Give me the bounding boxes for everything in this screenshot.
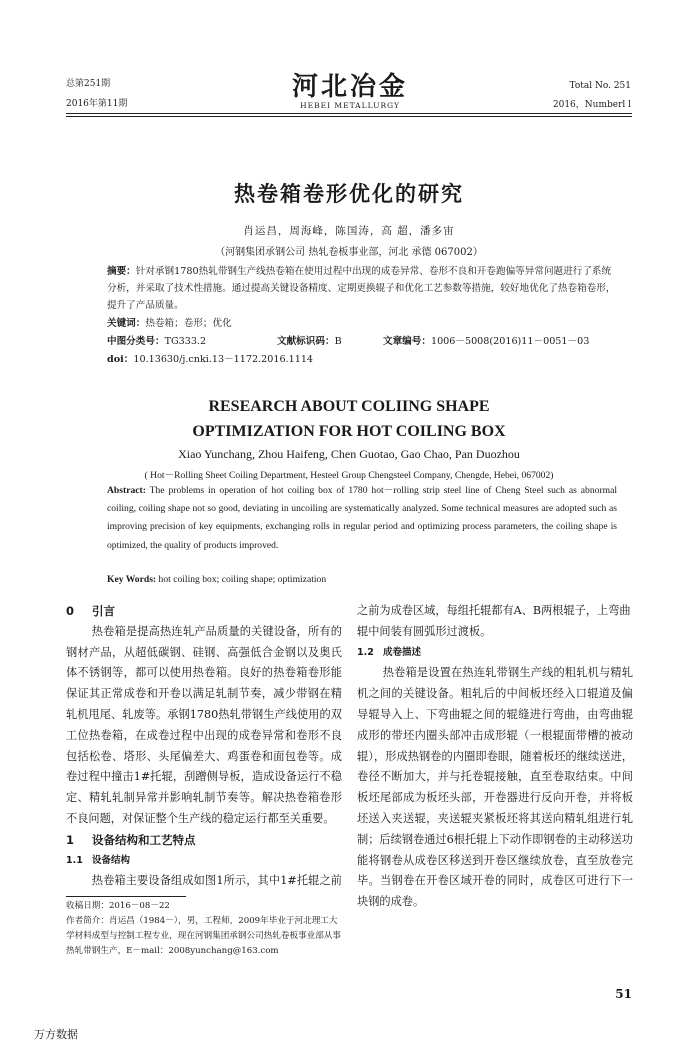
subsection-1-2-heading	[357, 643, 633, 664]
doi-value: 10.13630/j.cnki.13－1172.2016.1114	[133, 354, 314, 365]
section-1-number: 1	[66, 832, 75, 847]
issue-number-cn: 2016年第11期	[66, 99, 128, 109]
paper-title-en-line2: OPTIMIZATION FOR HOT COILING BOX	[192, 423, 506, 440]
abstract-text-cn: 针对承钢1780热轧带钢生产线热卷箱在使用过程中出现的成卷异常、卷形不良和开卷跑偏等异常问题进行了系统分析，并采取了技术性措施。通过提高关键设备精度、定期更换辊子和优化工艺参数等措施，较好地优化了热卷箱卷形，提升了产品质量。	[107, 266, 616, 311]
page-number: 51	[615, 987, 632, 1001]
section-0-paragraph: 热卷箱是提高热连轧产品质量的关键设备，所有的钢材产品，从超低碳钢、硅钢、高强低合金钢以及奥氏体不锈钢等，都可以使用热卷箱。良好的热卷箱卷形能保证其正常成卷和开卷以满足轧制节奏，减少带钢在精轧机甩尾、轧废等。承钢1780热轧带钢生产线使用的双工位热卷箱，在成卷过程中出现的成卷异常和卷形不良包括松卷、塔形、头尾偏差大、鸡蛋卷和面包卷等。成卷过程中撞击1#托辊，刮蹭侧导板，造成设备运行不稳定、精轧轧制异常并影响轧制节奏等。解决热卷箱卷形不良问题，对保证整个生产线的稳定运行都至关重要。	[66, 624, 342, 825]
footnote-rule	[66, 896, 186, 897]
author-bio: 作者简介：肖运昌（1984－），男，工程师，2009年毕业于河北理工大学材料成型与控制工程专业，现在河钢集团承钢公司热轧卷板事业部从事热轧带钢生产，E－mail：2008yunchang@163.com	[66, 916, 342, 956]
subsection-1-1-continued: 之前为成卷区域，每组托辊都有A、B两根辊子，上弯曲辊中间装有圆弧形过渡板。	[357, 604, 631, 638]
subsection-1-2-paragraph: 热卷箱是设置在热连轧带钢生产线的粗轧机与精轧机之间的关键设备。粗轧后的中间板坯经入口辊道及偏导辊导入上、下弯曲辊之间的辊缝进行弯曲，由弯曲辊成形的带坯内圈头部冲击成形辊（一根辊面带槽的被动辊），形成热钢卷的内圈即卷眼，随着板坯的继续送进，卷径不断加大，并与托卷辊接触，直至卷取结束。中间板坯尾部成为板坯头部，开卷器进行反向开卷，并将板坯送入夹送辊，夹送辊夹紧板坯将其送向精轧组进行轧制；后续钢卷通过6根托辊上下动作即钢卷的主动移送功能将钢卷从成卷区移送到开卷区继续放卷，直至放卷完毕。当钢卷在开卷区域开卷的同时，成卷区可进行下一块钢的成卷。	[357, 666, 633, 909]
subsection-1-2-number: 1.2	[357, 646, 374, 658]
document-code	[277, 333, 342, 350]
clc-label: 中图分类号：	[107, 336, 165, 347]
issue-number-en: 2016，Numberl l	[552, 100, 631, 110]
footnote	[66, 899, 342, 959]
subsection-1-1-number: 1.1	[66, 854, 83, 866]
articleno-label: 文章编号：	[383, 336, 431, 347]
doccode-value: B	[334, 336, 342, 347]
keywords-text-cn: 热卷箱；卷形；优化	[145, 318, 232, 329]
abstract-text-en: The problems in operation of hot coiling box of 1780 hot－rolling strip steel line of Cheng Steel such as abnormal coiling, coiling shape not so good, deviating in uncoiling are systematically analyzed. Some technical measures are adopted such as improving precision of key equipments, exchanging rolls in regular period and optimizing process parameters, the coiling shape is optimized, the quality of products improved.	[107, 485, 617, 551]
subsection-1-1-title: 设备结构	[92, 854, 131, 866]
section-0-number: 0	[66, 604, 75, 618]
keywords-label-cn: 关键词：	[107, 318, 146, 329]
abstract-en	[107, 482, 617, 555]
keywords-cn	[107, 315, 617, 332]
abstract-label-cn: 摘要：	[107, 266, 136, 277]
keywords-label-en: Key Words:	[107, 574, 157, 585]
clc-number	[107, 333, 206, 350]
paper-title-cn: 热卷箱卷形优化的研究	[234, 182, 464, 206]
keywords-en	[107, 574, 617, 585]
received-date: 收稿日期：2016－08－22	[66, 901, 170, 911]
doi-label: doi：	[107, 354, 134, 365]
journal-logo: 河北冶金	[291, 72, 408, 102]
section-0-heading	[66, 601, 342, 622]
clc-value: TG333.2	[164, 336, 207, 347]
header-rule-thin	[66, 116, 632, 117]
paper-title-en-line1: RESEARCH ABOUT COLIING SHAPE	[208, 398, 490, 415]
section-1-heading	[66, 830, 342, 851]
subsection-1-2-title: 成卷描述	[383, 646, 422, 658]
articleno-value: 1006－5008(2016)11－0051－03	[430, 336, 590, 347]
abstract-cn	[107, 263, 617, 314]
doi	[107, 351, 313, 368]
database-watermark: 万方数据	[34, 1028, 78, 1041]
right-column	[357, 601, 633, 913]
section-0-title: 引言	[92, 604, 115, 618]
affiliation-cn: （河钢集团承钢公司 热轧卷板事业部，河北 承德 067002）	[215, 247, 483, 258]
authors-cn: 肖运昌，周海峰，陈国涛，高 超，潘多宙	[243, 225, 455, 237]
header-rule	[66, 113, 632, 114]
doccode-label: 文献标识码：	[277, 336, 335, 347]
abstract-label-en: Abstract:	[107, 485, 146, 496]
issue-total-en: Total No. 251	[569, 81, 631, 91]
keywords-text-en: hot coiling box; coiling shape; optimization	[156, 574, 327, 585]
journal-name-en: HEBEI METALLURGY	[300, 101, 400, 110]
article-number	[383, 333, 589, 350]
affiliation-en: ( Hot－Rolling Sheet Coiling Department, Hesteel Group Chengsteel Company, Chengde, Hebei, 067002)	[144, 470, 554, 481]
authors-en: Xiao Yunchang, Zhou Haifeng, Chen Guotao, Gao Chao, Pan Duozhou	[178, 447, 520, 461]
issue-total-cn: 总第251期	[66, 79, 111, 89]
section-1-title: 设备结构和工艺特点	[92, 832, 196, 847]
subsection-1-1-heading	[66, 851, 342, 872]
left-column	[66, 601, 342, 892]
subsection-1-1-paragraph: 热卷箱主要设备组成如图1所示，其中1#托辊之前	[91, 874, 342, 888]
